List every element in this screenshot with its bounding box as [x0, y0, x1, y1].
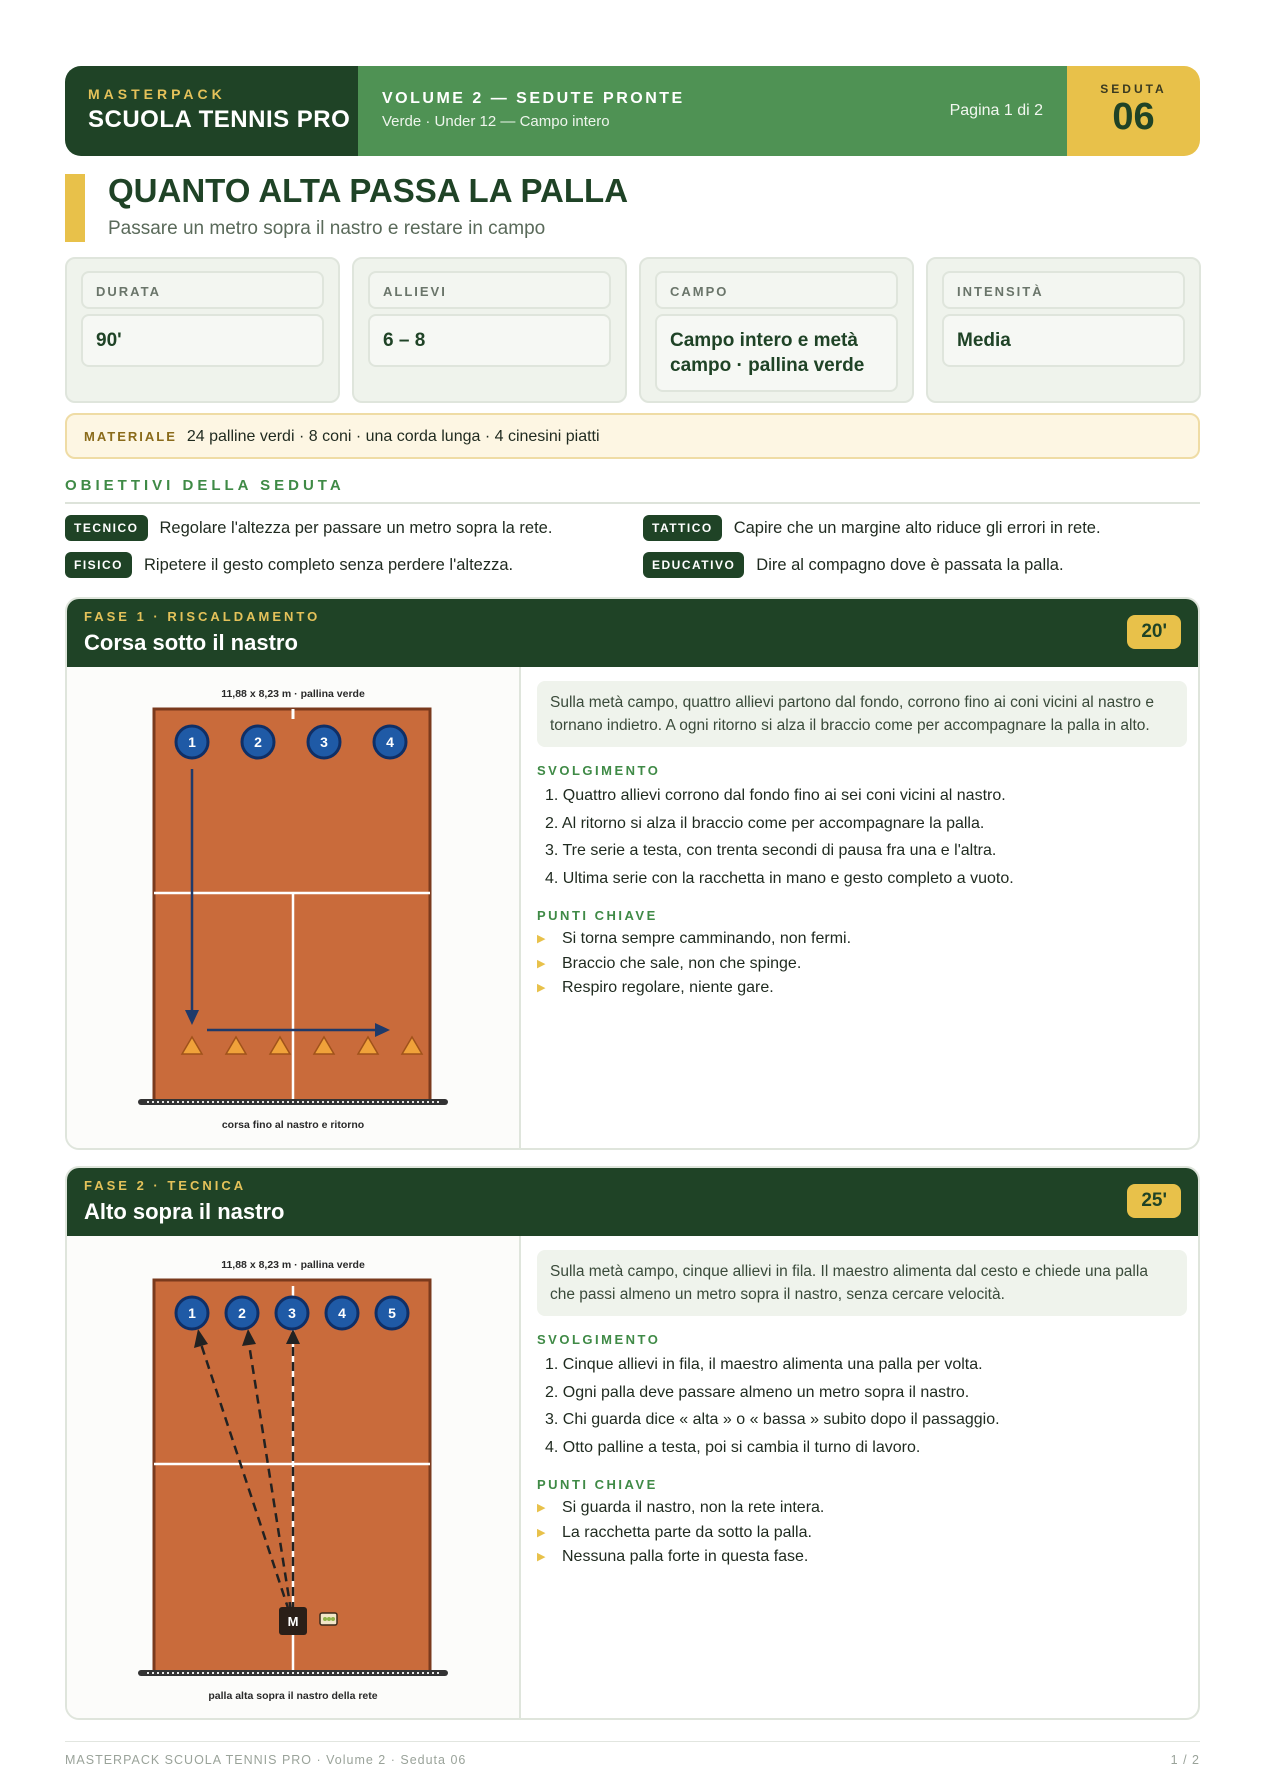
keys-list — [537, 927, 1187, 1001]
key-item — [537, 927, 1187, 952]
steps-heading: SVOLGIMENTO — [537, 763, 661, 778]
info-label: INTENSITÀ — [942, 271, 1185, 309]
info-label: CAMPO — [655, 271, 898, 309]
player-number: 4 — [386, 734, 394, 750]
player-4 — [326, 1297, 358, 1329]
phase-body — [67, 1236, 1198, 1718]
court-diagram — [67, 1236, 521, 1718]
key-text: Si guarda il nastro, non la rete intera. — [562, 1499, 825, 1516]
objective-item — [65, 552, 513, 578]
session-number: 06 — [1112, 96, 1155, 138]
step-item: 4. Ultima serie con la racchetta in mano e gesto completo a vuoto. — [545, 869, 1014, 887]
step-item: 3. Chi guarda dice « alta » o « bassa » subito dopo il passaggio. — [545, 1411, 1000, 1428]
player-number: 1 — [188, 1305, 196, 1321]
keys-heading: PUNTI CHIAVE — [537, 1477, 658, 1492]
step-item: 2. Al ritorno si alza il braccio come per accompagnare la palla. — [545, 814, 985, 832]
phase-body — [67, 667, 1198, 1148]
objective-tag: FISICO — [65, 552, 132, 578]
objective-tag: EDUCATIVO — [643, 552, 744, 578]
triangle-right-icon: ▶ — [537, 933, 546, 945]
objectives-divider — [65, 502, 1200, 504]
player-1 — [176, 726, 208, 758]
volume-title: VOLUME 2 — SEDUTE PRONTE — [382, 90, 685, 107]
player-2 — [226, 1297, 258, 1329]
player-number: 1 — [188, 734, 196, 750]
player-number: 5 — [388, 1305, 396, 1321]
phase-intro: Sulla metà campo, cinque allievi in fila. Il maestro alimenta dal cesto e chiede una palla che passi almeno un metro sopra il nastro, senza cercare velocità. — [537, 1250, 1187, 1316]
info-value: 6 – 8 — [368, 314, 611, 367]
player-number: 2 — [238, 1305, 246, 1321]
session-label: SEDUTA — [1100, 82, 1167, 96]
key-text: Si torna sempre camminando, non fermi. — [562, 930, 852, 947]
key-text: La racchetta parte da sotto la palla. — [562, 1523, 812, 1541]
player-1 — [176, 1297, 208, 1329]
phase-2 — [65, 1166, 1200, 1720]
key-text: Respiro regolare, niente gare. — [562, 979, 774, 996]
court-label: 11,88 x 8,23 m · pallina verde — [221, 688, 365, 700]
court-label: 11,88 x 8,23 m · pallina verde — [221, 1259, 365, 1271]
step-item: 3. Tre serie a testa, con trenta secondi di pausa fra una e l'altra. — [545, 842, 997, 859]
phase-intro: Sulla metà campo, quattro allievi partono dal fondo, corrono fino ai coni vicini al nastro e tornano indietro. A ogni ritorno si alza il braccio come per accompagnare la palla in alto. — [537, 681, 1187, 747]
objective-text: Dire al compagno dove è passata la palla. — [756, 555, 1064, 574]
triangle-right-icon: ▶ — [537, 1551, 546, 1563]
key-item — [537, 1545, 1187, 1570]
brand-block — [65, 66, 358, 156]
info-label: ALLIEVI — [368, 271, 611, 309]
footer-page: 1 / 2 — [1170, 1753, 1200, 1767]
objective-text: Ripetere il gesto completo senza perdere l'altezza. — [144, 555, 514, 574]
player-2 — [242, 726, 274, 758]
phase-title: Corsa sotto il nastro — [84, 630, 298, 655]
page-subtitle: Passare un metro sopra il nastro e restare in campo — [108, 218, 546, 239]
info-card-campo — [639, 257, 914, 403]
player-5 — [376, 1297, 408, 1329]
info-card-durata — [65, 257, 340, 403]
key-item — [537, 1521, 1187, 1546]
phase-1 — [65, 597, 1200, 1150]
triangle-right-icon: ▶ — [537, 982, 546, 994]
triangle-right-icon: ▶ — [537, 1526, 546, 1539]
objective-text: Regolare l'altezza per passare un metro sopra la rete. — [159, 518, 553, 537]
objective-tag: TATTICO — [643, 515, 722, 541]
player-3 — [276, 1297, 308, 1329]
phase-kicker: FASE 1 · RISCALDAMENTO — [84, 609, 321, 624]
footer-divider — [65, 1741, 1200, 1742]
info-card-allievi — [352, 257, 627, 403]
info-value: Campo intero e metà campo · pallina verde — [655, 314, 898, 392]
player-number: 2 — [254, 734, 262, 750]
info-value: Media — [942, 314, 1185, 367]
objectives-heading: OBIETTIVI DELLA SEDUTA — [65, 477, 345, 494]
triangle-right-icon: ▶ — [537, 957, 546, 970]
court-caption: corsa fino al nastro e ritorno — [221, 1119, 365, 1131]
page-indicator: Pagina 1 di 2 — [949, 102, 1043, 119]
volume-block — [358, 66, 1067, 156]
materiale-value: 24 palline verdi · 8 coni · una corda lunga · 4 cinesini piatti — [186, 428, 600, 445]
brand-kicker: MASTERPACK — [88, 86, 226, 102]
brand-title: SCUOLA TENNIS PRO — [88, 106, 351, 133]
volume-subtitle: Verde · Under 12 — Campo intero — [382, 113, 610, 130]
player-number: 3 — [288, 1305, 296, 1321]
materiale-bar — [65, 413, 1200, 459]
page-title: QUANTO ALTA PASSA LA PALLA — [108, 172, 629, 209]
court-caption: palla alta sopra il nastro della rete — [208, 1690, 378, 1702]
steps-list — [537, 1351, 1187, 1461]
info-card-intensita — [926, 257, 1201, 403]
objective-item — [65, 515, 552, 541]
header-banner — [65, 66, 1200, 156]
phase-text — [537, 667, 1187, 1001]
ball-basket-icon — [320, 1613, 337, 1625]
phase-header — [67, 1168, 1198, 1236]
step-item: 2. Ogni palla deve passare almeno un metro sopra il nastro. — [545, 1383, 970, 1401]
step-item: 1. Quattro allievi corrono dal fondo fino ai sei coni vicini al nastro. — [545, 787, 1006, 804]
step-item: 1. Cinque allievi in fila, il maestro alimenta una palla per volta. — [545, 1356, 983, 1373]
info-label: DURATA — [81, 271, 324, 309]
objective-item — [643, 515, 1101, 541]
phase-title: Alto sopra il nastro — [84, 1199, 285, 1224]
triangle-right-icon: ▶ — [537, 1502, 546, 1514]
session-badge — [1067, 66, 1200, 156]
objective-tag: TECNICO — [65, 515, 148, 541]
court-diagram-svg — [67, 1236, 519, 1718]
player-number: 3 — [320, 734, 328, 750]
objective-text: Capire che un margine alto riduce gli errori in rete. — [733, 518, 1101, 537]
objective-item — [643, 552, 1064, 578]
title-accent-bar — [65, 174, 85, 242]
steps-heading: SVOLGIMENTO — [537, 1332, 661, 1347]
key-item — [537, 952, 1187, 977]
coach-label: M — [287, 1614, 299, 1629]
info-value: 90' — [81, 314, 324, 367]
step-item: 4. Otto palline a testa, poi si cambia il turno di lavoro. — [545, 1438, 921, 1456]
keys-list — [537, 1496, 1187, 1570]
coach — [279, 1607, 307, 1635]
court-diagram-svg — [67, 667, 519, 1148]
player-number: 4 — [338, 1305, 346, 1321]
phase-duration: 20' — [1127, 615, 1181, 649]
steps-list — [537, 782, 1187, 892]
phase-text — [537, 1236, 1187, 1570]
keys-heading: PUNTI CHIAVE — [537, 908, 658, 923]
materiale-label: MATERIALE — [84, 429, 177, 444]
key-item — [537, 1496, 1187, 1521]
player-4 — [374, 726, 406, 758]
phase-duration: 25' — [1127, 1184, 1181, 1218]
court-diagram — [67, 667, 521, 1148]
key-text: Nessuna palla forte in questa fase. — [562, 1548, 809, 1565]
phase-kicker: FASE 2 · TECNICA — [84, 1178, 247, 1193]
player-3 — [308, 726, 340, 758]
footer-text: MASTERPACK SCUOLA TENNIS PRO · Volume 2 · Seduta 06 — [65, 1753, 467, 1767]
phase-header — [67, 599, 1198, 667]
key-text: Braccio che sale, non che spinge. — [562, 954, 802, 972]
key-item — [537, 976, 1187, 1001]
